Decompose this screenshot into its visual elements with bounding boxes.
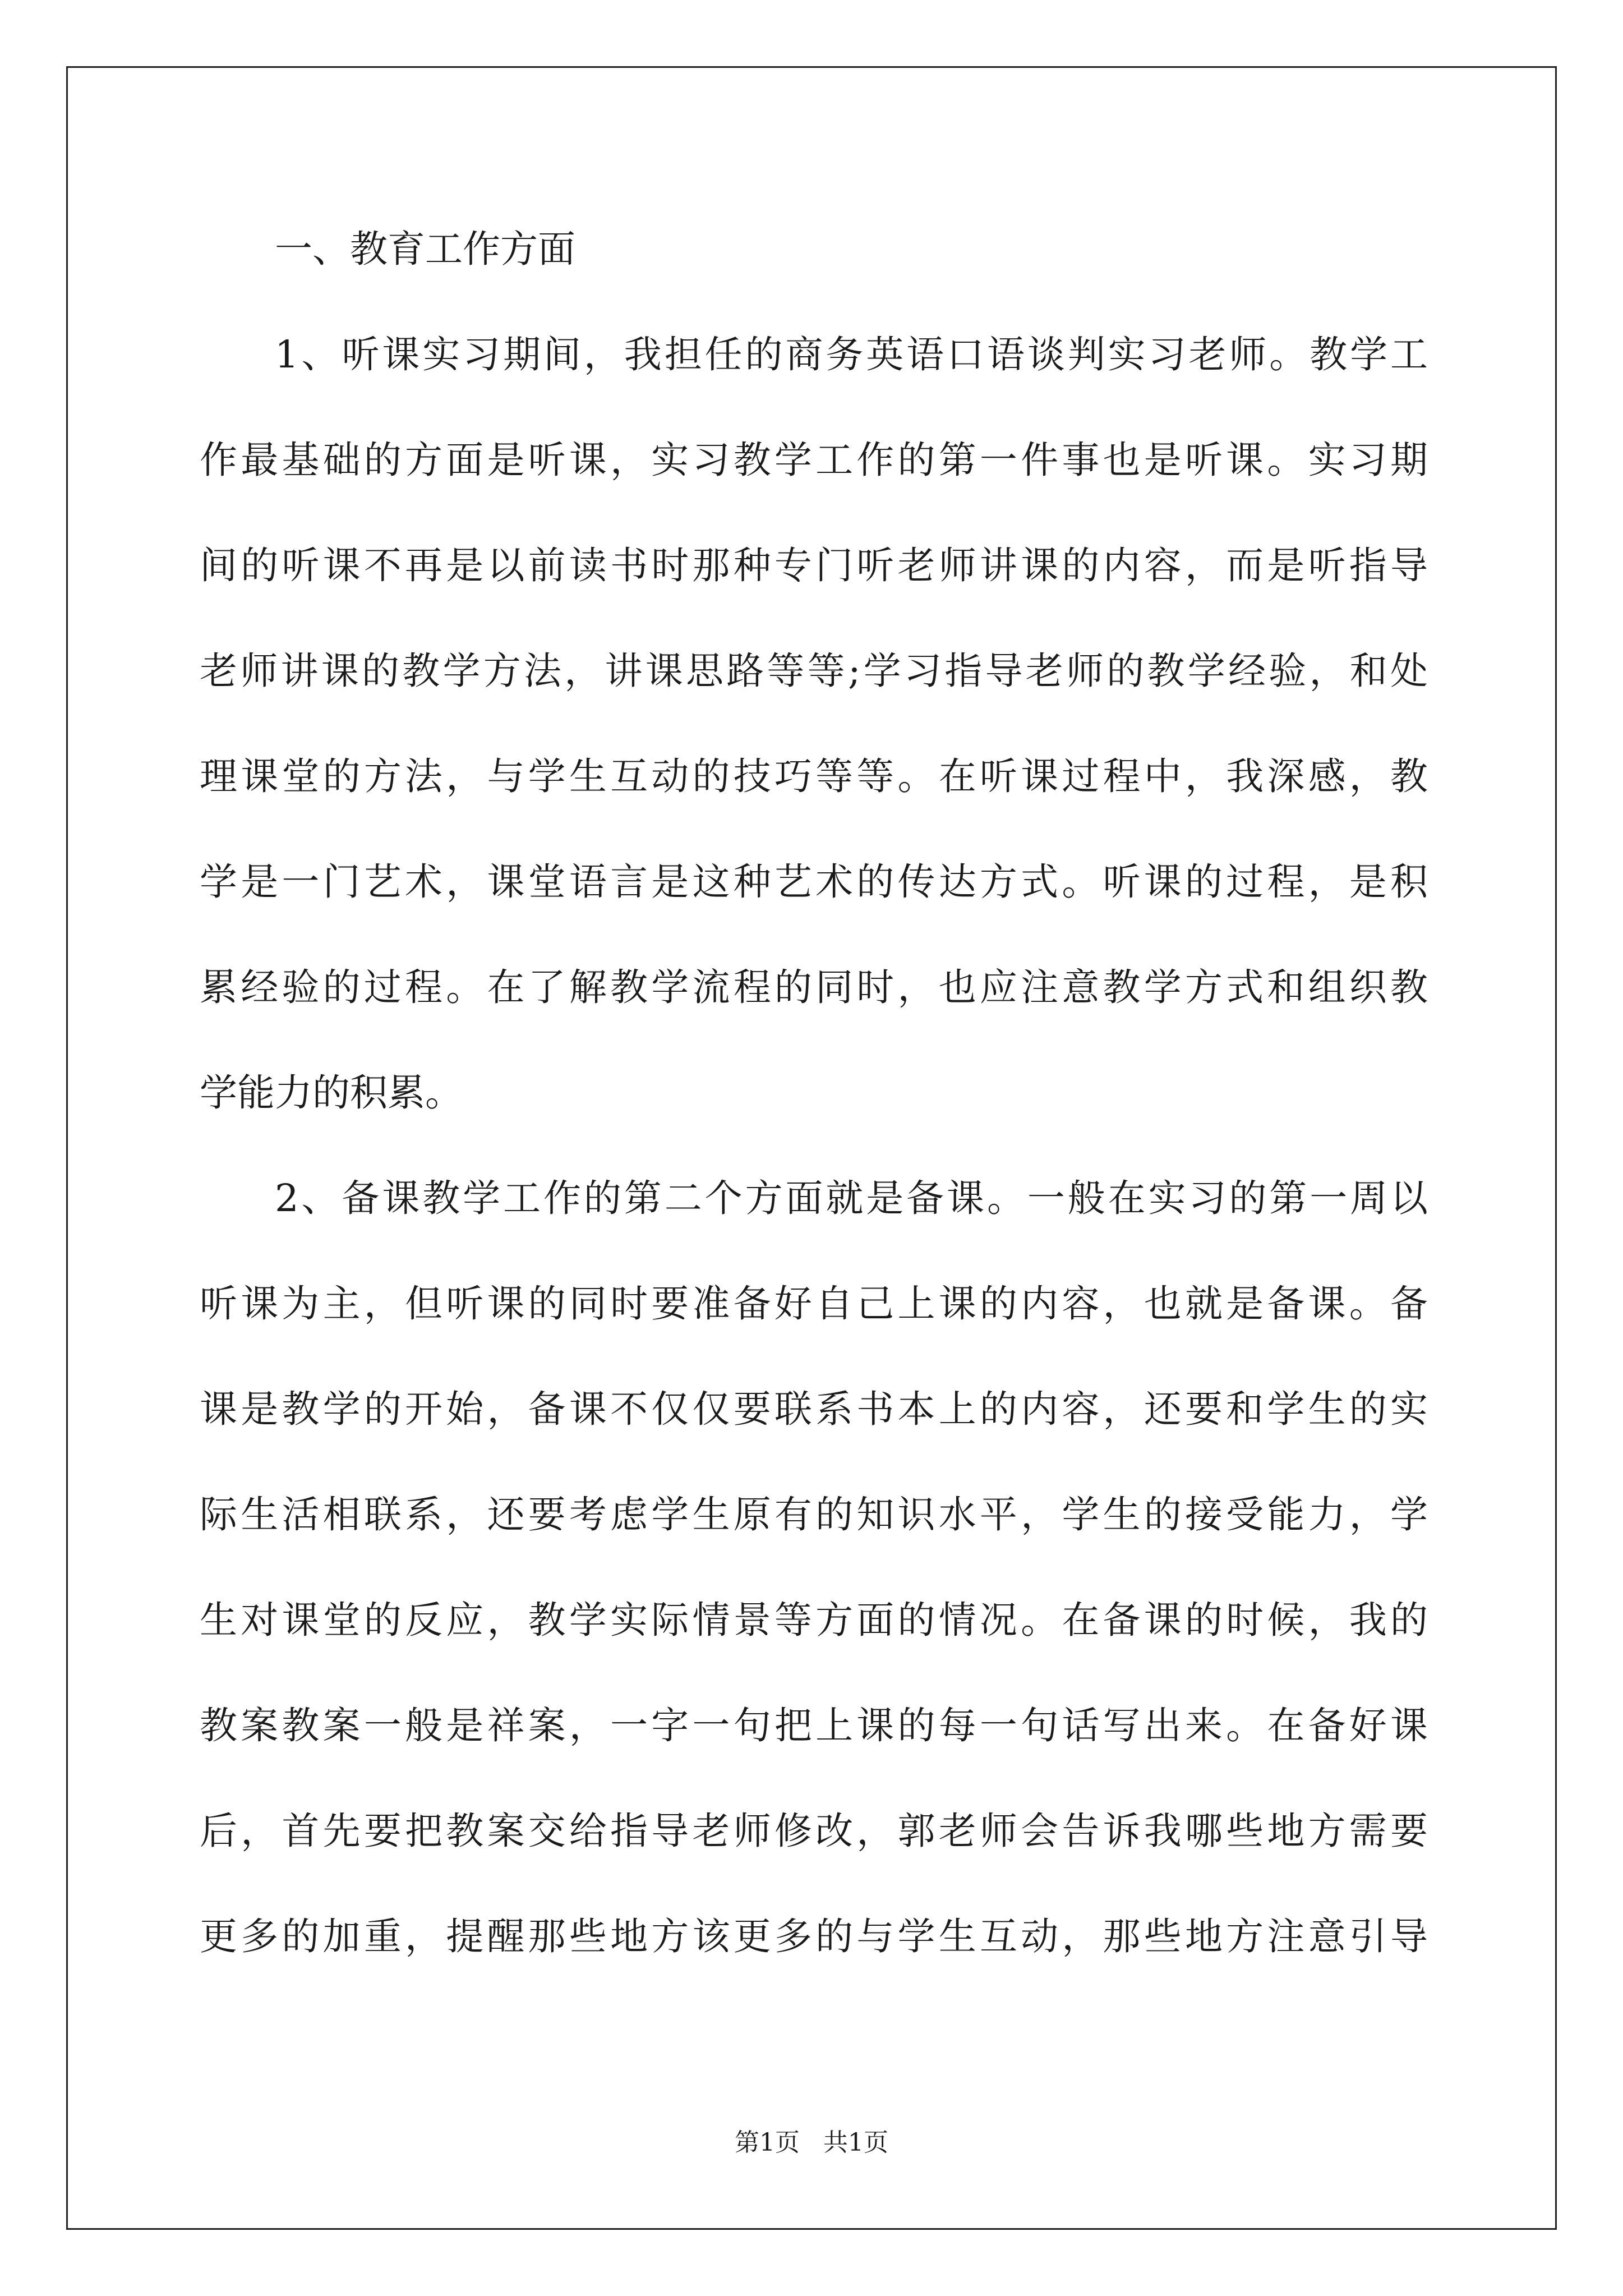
page-number-current: 第1页	[735, 2128, 800, 2157]
paragraph-line: 间的听课不再是以前读书时那种专门听老师讲课的内容，而是听指导	[200, 544, 1428, 587]
paragraph-2	[200, 1145, 1428, 1989]
paragraph-line: 后，首先要把教案交给指导老师修改，郭老师会告诉我哪些地方需要	[200, 1809, 1428, 1853]
paragraph-line: 生对课堂的反应，教学实际情景等方面的情况。在备课的时候，我的	[200, 1598, 1428, 1642]
paragraph-line: 1、听课实习期间，我担任的商务英语口语谈判实习老师。教学工	[275, 333, 1428, 376]
paragraph-line: 2、备课教学工作的第二个方面就是备课。一般在实习的第一周以	[275, 1176, 1428, 1220]
page-number-total: 共1页	[823, 2128, 888, 2157]
paragraph-line: 教案教案一般是祥案，一字一句把上课的每一句话写出来。在备好课	[200, 1704, 1428, 1747]
paragraph-line: 听课为主，但听课的同时要准备好自己上课的内容，也就是备课。备	[200, 1282, 1428, 1326]
paragraph-line: 际生活相联系，还要考虑学生原有的知识水平，学生的接受能力，学	[200, 1493, 1428, 1536]
page-footer	[0, 2126, 1623, 2160]
paragraph-line: 学是一门艺术，课堂语言是这种艺术的传达方式。听课的过程，是积	[200, 860, 1428, 904]
paragraph-line: 累经验的过程。在了解教学流程的同时，也应注意教学方式和组织教	[200, 965, 1428, 1009]
paragraph-line: 作最基础的方面是听课，实习教学工作的第一件事也是听课。实习期	[200, 438, 1428, 482]
paragraph-line: 课是教学的开始，备课不仅仅要联系书本上的内容，还要和学生的实	[200, 1387, 1428, 1431]
paragraph-line: 老师讲课的教学方法，讲课思路等等;学习指导老师的教学经验，和处	[200, 649, 1428, 693]
document-body	[200, 196, 1428, 1989]
paragraph-1	[200, 302, 1428, 1145]
paragraph-line: 学能力的积累。	[200, 1071, 463, 1115]
paragraph-line: 更多的加重，提醒那些地方该更多的与学生互动，那些地方注意引导	[200, 1915, 1428, 1958]
section-heading: 一、教育工作方面	[275, 227, 575, 271]
paragraph-line: 理课堂的方法，与学生互动的技巧等等。在听课过程中，我深感，教	[200, 754, 1428, 798]
